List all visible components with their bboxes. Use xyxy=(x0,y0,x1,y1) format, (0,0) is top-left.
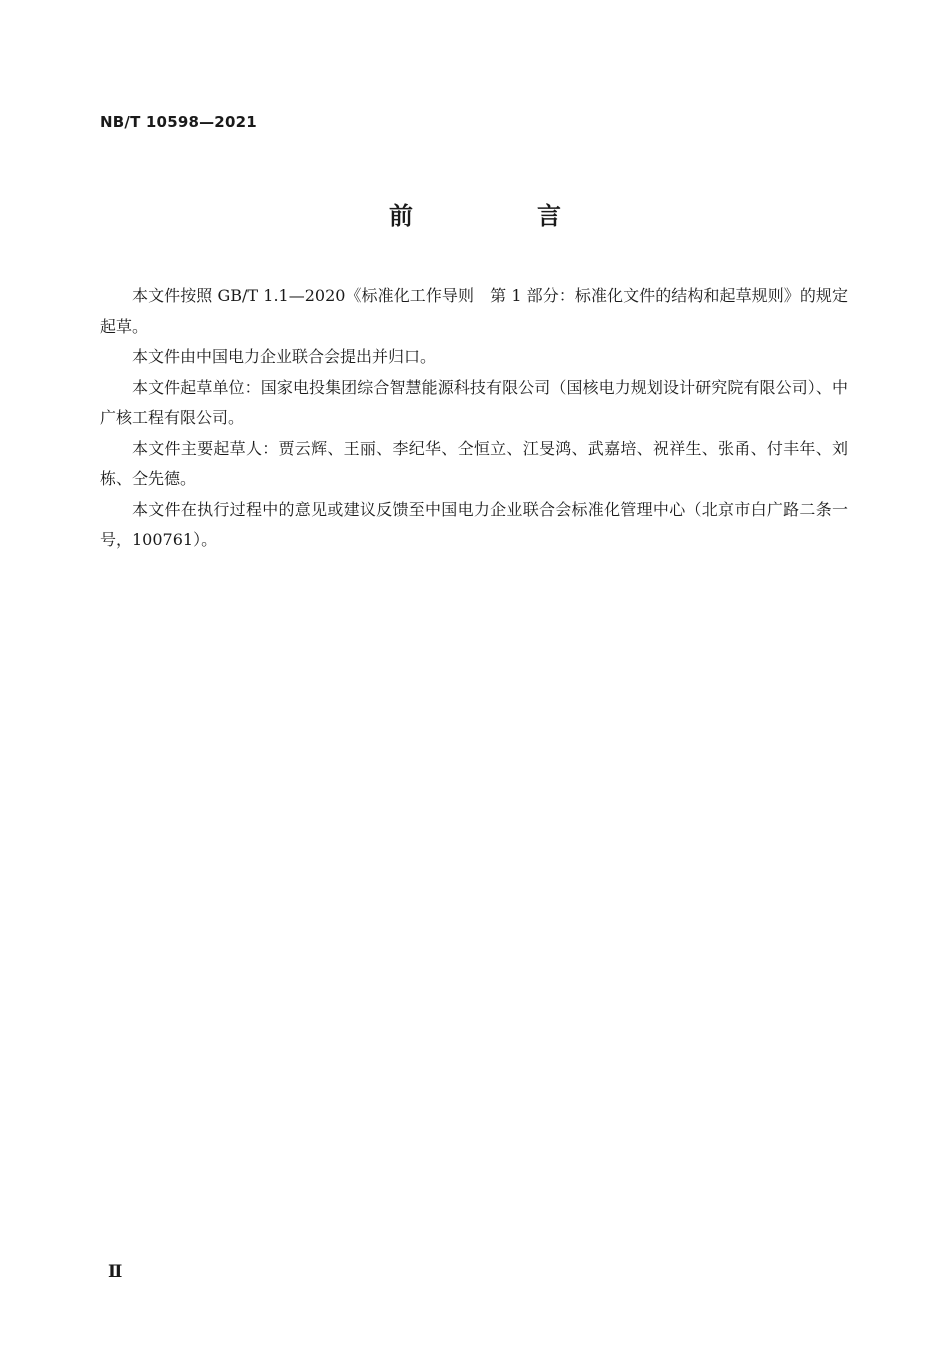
page-number: Ⅱ xyxy=(108,1262,123,1282)
paragraph-feedback: 本文件在执行过程中的意见或建议反馈至中国电力企业联合会标准化管理中心（北京市白广路二条一号，100761）。 xyxy=(100,499,848,549)
paragraph-drafting-rules: 本文件按照 GB/T 1.1—2020《标准化工作导则 第 1 部分：标准化文件的结构和起草规则》的规定起草。 xyxy=(100,286,848,336)
paragraph-drafting-units: 本文件起草单位：国家电投集团综合智慧能源科技有限公司（国核电力规划设计研究院有限公司）、中广核工程有限公司。 xyxy=(100,377,848,427)
page-title: 前 言 xyxy=(389,202,611,230)
standard-number: NB/T 10598—2021 xyxy=(100,113,257,131)
paragraph-proposer: 本文件由中国电力企业联合会提出并归口。 xyxy=(132,347,437,366)
foreword-body xyxy=(100,281,848,556)
paragraph-drafters: 本文件主要起草人：贾云辉、王丽、李纪华、仝恒立、江旻鸿、武嘉培、祝祥生、张甬、付丰年、刘栋、仝先德。 xyxy=(100,438,848,488)
